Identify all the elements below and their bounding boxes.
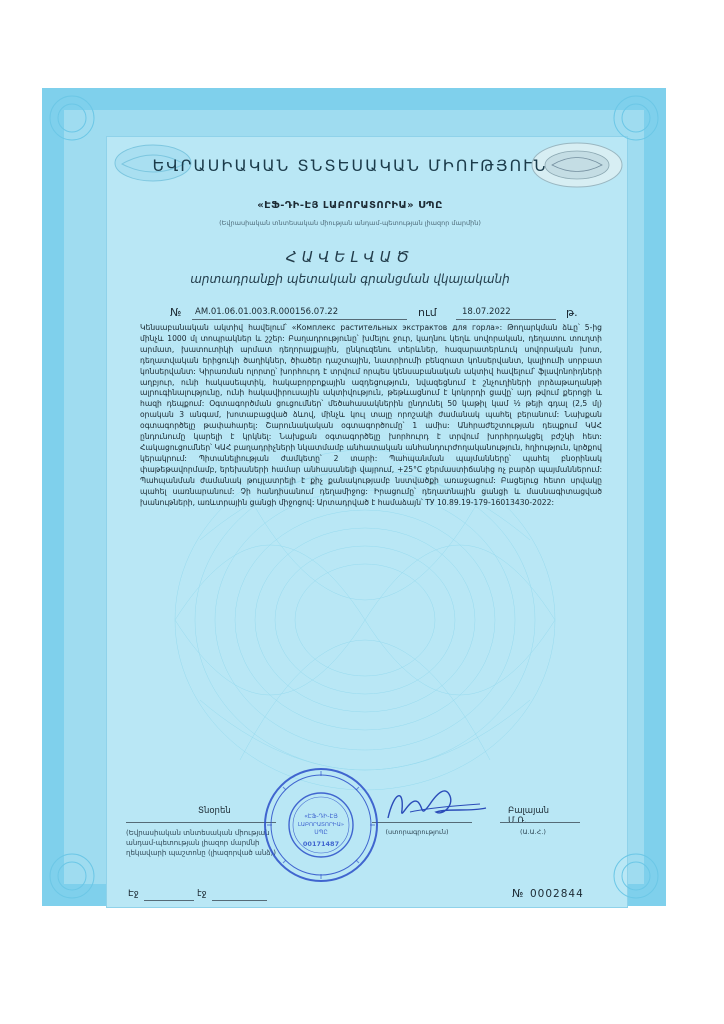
document-subtitle: արտադրանքի պետական գրանցման վկայականի (190, 272, 510, 286)
name-caption: (Ա.Ա.Հ.) (520, 828, 546, 836)
director-label: Տնօրեն (198, 806, 231, 816)
serial-number-label: № (512, 887, 524, 900)
stamp-number: 00171487 (302, 840, 340, 848)
stamp-line-2: ԼԱԲՈՐԱՏՈՐԻԱ» (297, 822, 345, 828)
document-title: ՀԱՎԵԼՎԱԾ (285, 248, 415, 266)
certificate-number-label: № (170, 306, 182, 319)
page-total-underline (212, 900, 267, 901)
year-label: թ. (566, 306, 578, 319)
signature-caption: (ստորագրություն) (385, 828, 449, 836)
certificate-number: AM.01.06.01.003.R.000156.07.22 (195, 307, 339, 317)
serial-number: 0002844 (530, 888, 584, 900)
stamp-line-1: «ԷՖ-ԴԻ-ԷՅ (304, 813, 338, 820)
name-underline (500, 822, 580, 823)
union-title: ԵՎՐԱՍԻԱԿԱՆ ՏՆՏԵՍԱԿԱՆ ՄԻՈՒԹՅՈՒՆ (152, 156, 548, 175)
laboratory-subtitle: (Եվրասիական տնտեսական միության անդամ-պետության լիազոր մարմին) (219, 219, 481, 227)
date-label: ում (418, 306, 437, 319)
position-underline (126, 822, 276, 823)
date-underline (456, 319, 556, 320)
page-of-label: էջ (197, 889, 207, 899)
laboratory-name: «ԷՖ-ԴԻ-ԷՅ ԼԱԲՈՐԱՏՈՐԻԱ» ՍՊԸ (257, 200, 443, 211)
stamp-line-3: ՍՊԸ (314, 829, 328, 836)
position-caption: (Եվրասիական տնտեսական միության անդամ-պետության լիազոր մարմնի ղեկավարի պաշտոնը (լիազորված անձ)) (126, 829, 276, 857)
signature-underline (372, 822, 472, 823)
certificate-date: 18.07.2022 (462, 307, 511, 317)
product-description: Կենսաբանական ակտիվ հավելում՝ «Комплекс растительных экстрактов для горла»: Թողարկման ձևը՝ 5-ից մինչև 1000 մլ տոպրակներ և շշեր: Բաղադրությունը՝ խմելու ջուր, կաղնու կեղև սովորական, դեղատու տուղտի արմատ, խատուտիկի արմատ դեղորայքային, ընկուզենու տերևներ, հազարատերևուկ սովորական խոտ, դեղատվական երիցուկի ծաղիկներ, ծիածեր դաշտային, նատրիումի բենզոատ կոնսերվանտ, կալիումի սորբատ կոնսերվանտ: Կիրառման ոլորտը՝ խորհուրդ է տրվում որպես կենսաբանական ակտիվ հավելում՝ ֆլավոնոիդների աղբյուր, ունի հակասեպտիկ, հակաբորբոքային ազդեցություն, նվազեցնում է շնչուղիների լորձաթաղանթի ալրուգինալությունը, ունի հակավիրուսային ակտիվություն, թեթևացնում է կոկորդի ցավը՝ այդ թվում քերոցի և հազի դեպքում: Օգտագործման ցուցումներ՝ մեծահասակներին ընդունել 50 կաթիլ կամ ½ թեյի գդալ (2,5 մլ) օրական 3 անգամ, խոտաբացված ձևով, մինչև կուլ տալը որոշակի ժամանակ պահել բերանում: Նախքան օգտագործելը թափահարել: Շարունակական օգտագործումը՝ 1 ամիս: Անհրաժեշտության դեպքում ԿԱՀ ընդունումը կարելի է կրկնել: Նախքան օգտագործելը խորհուրդ է տրվում խորհրդակցել բժշկի հետ: Հակացուցումներ՝ ԿԱՀ բաղադրիչների նկատմամբ անհատական անհանդուրժողականություն, հղիություն, կրծքով կերակրում: Պիտանելիության ժամկետը՝ 2 տարի: Պահպանման պայմանները՝ պահել բնօրինակ փաթեթավորմամբ, երեխաների համար անհասանելի վայրում, +25°C ջերմաստիճանից ոչ բարձր պայմաններում: Պահպանման ժամանակ թույլատրելի է քիչ քանակությամբ նստվածքի առաջացում: Բացելուց հետո սրվակը պահել սառնարանում: Չի հանդիսանում դեղամիջոց: Իրացումը՝ դեղատնային ցանցի և մասնագիտացված խանութների, առևտրային ցանցի միջոցով: Արտադրված է համաձայն՝ ТУ 10.89.19-179-16013430-2022: (140, 323, 602, 507)
number-underline (192, 319, 407, 320)
signatory-name: Բալայան Մ.Ռ. (508, 806, 550, 826)
page-label: Էջ (128, 889, 139, 899)
page-underline (144, 900, 194, 901)
official-seal-stamp (262, 766, 380, 884)
